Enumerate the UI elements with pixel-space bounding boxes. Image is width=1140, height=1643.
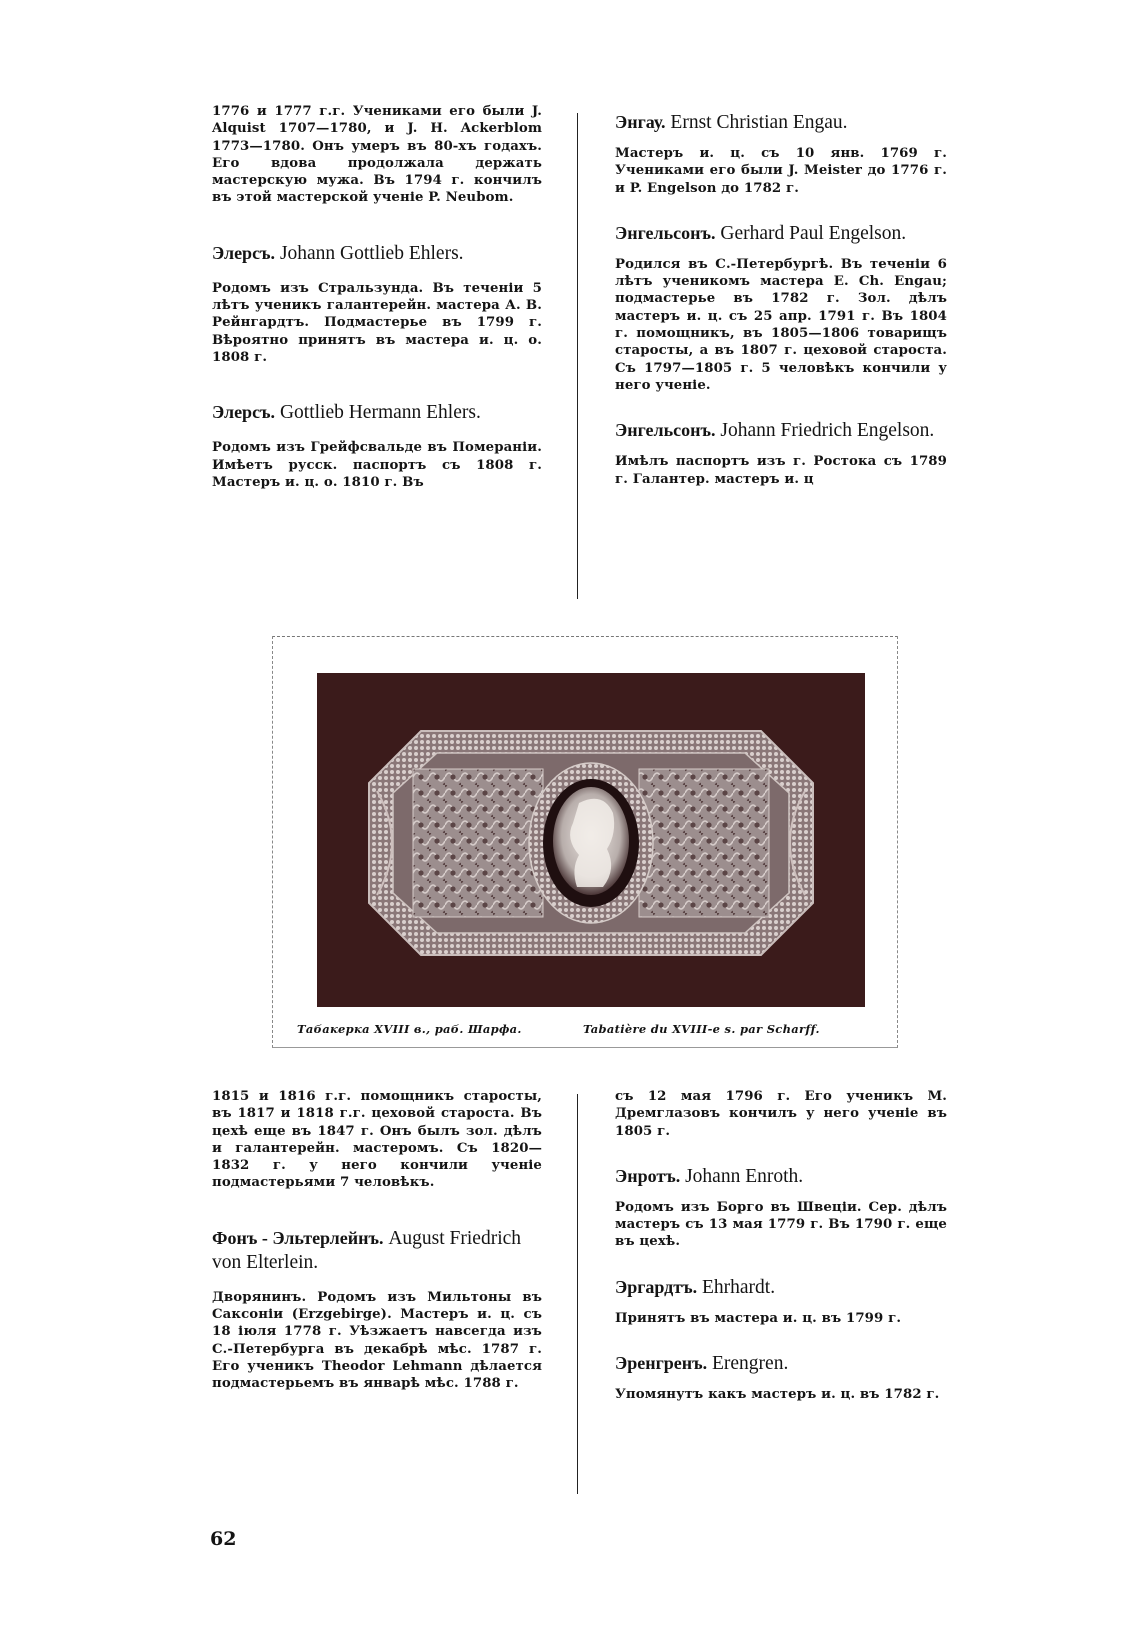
- lattice-panel-right: [639, 769, 769, 917]
- entry-heading-lat: Ehrhardt.: [701, 1276, 776, 1298]
- column-divider-bottom: [577, 1094, 578, 1494]
- entry-heading-lat: Gottlieb Hermann Ehlers.: [279, 402, 481, 424]
- entry-heading-lat: Erengren.: [712, 1353, 789, 1375]
- entry-heading: [615, 221, 947, 246]
- entry-body: Родомъ изъ Стральзунда. Въ теченіи 5 лѣтъ ученикъ галантерейн. мастера А. В. Рейнгардтъ. Подмастерье въ 1799 г. Вѣроятно принятъ въ мастера и. ц. о. 1808 г.: [212, 280, 542, 365]
- entry-body: Родомъ изъ Грейфсвальде въ Помераніи. Имѣетъ русск. паспортъ съ 1808 г. Мастеръ и. ц. о. 1810 г. Въ: [212, 440, 542, 490]
- entry-heading-lat: Gerhard Paul Engelson.: [720, 222, 907, 244]
- entry-elterlein: [212, 1226, 542, 1393]
- entry-body: 1776 и 1777 г.г. Учениками его были J. Alquist 1707—1780, и J. H. Ackerblom 1773—1780. Онъ умеръ въ 80-хъ годахъ. Его вдова продолжала держать мастерскую мужа. Въ 1794 г. кончилъ въ этой мастерской ученіе P. Neubom.: [212, 104, 542, 206]
- entry-enroth: [615, 1164, 947, 1251]
- entry-heading-lat: August Friedrich von Elterlein.: [212, 1227, 522, 1273]
- entry-ehlers-johann: [212, 241, 542, 366]
- entry-heading-lat: Johann Enroth.: [685, 1165, 804, 1187]
- entry-heading-ru: Энгельсонъ.: [615, 222, 716, 243]
- figure-caption-fr: Tabatière du XVIII-e s. par Scharff.: [583, 1022, 820, 1036]
- entry-body: Мастеръ и. ц. съ 10 янв. 1769 г. Учениками его были J. Meister до 1776 г. и P. Engelson до 1782 г.: [615, 146, 947, 196]
- entry-heading-ru: Эргардтъ.: [615, 1276, 698, 1297]
- entry-continued-right-bottom: [615, 1088, 947, 1140]
- entry-heading-ru: Элерсъ.: [212, 242, 276, 263]
- entry-heading: [615, 1351, 947, 1376]
- entry-heading-lat: Johann Friedrich Engelson.: [720, 420, 935, 442]
- entry-heading: [615, 418, 947, 443]
- entry-engelson-gerhard: [615, 221, 947, 394]
- entry-body: Упомянутъ какъ мастеръ и. ц. въ 1782 г.: [615, 1387, 940, 1403]
- entry-body: Родился въ С.-Петербургѣ. Въ теченіи 6 лѣтъ ученикомъ мастера E. Ch. Engau; подмастерье въ 1782 г. Зол. дѣлъ мастеръ и. ц. съ 25 апр. 1791 г. Въ 1804 г. помощникъ, въ 1805—1806 товарищъ старосты, а въ 1807 г. цеховой староста. Съ 1797—1805 г. 5 человѣкъ кончили у него ученіе.: [615, 256, 947, 393]
- entry-body: съ 12 мая 1796 г. Его ученикъ М. Дремглазовъ кончилъ у него ученіе въ 1805 г.: [615, 1089, 947, 1139]
- entry-continued-left-top: [212, 103, 542, 207]
- entry-body: Принятъ въ мастера и. ц. въ 1799 г.: [615, 1310, 902, 1326]
- entry-heading-lat: Ernst Christian Engau.: [670, 112, 848, 133]
- entry-erengren: [615, 1351, 947, 1403]
- entry-body: Родомъ изъ Борго въ Швеціи. Сер. дѣлъ мастеръ съ 13 мая 1779 г. Въ 1790 г. еще въ цехѣ.: [615, 1199, 947, 1250]
- left-column-bottom: [212, 1088, 542, 1417]
- snuffbox-photograph: [317, 673, 865, 1007]
- entry-heading: [615, 110, 947, 135]
- entry-body: Имѣлъ паспортъ изъ г. Ростока съ 1789 г. Галантер. мастеръ и. ц: [615, 454, 947, 487]
- entry-heading: [212, 241, 542, 266]
- entry-engau: [615, 110, 947, 197]
- right-column-bottom: [615, 1088, 947, 1427]
- right-column-top: [615, 110, 947, 512]
- snuffbox-illustration: [317, 673, 865, 1007]
- entry-engelson-johann: [615, 418, 947, 488]
- entry-body: 1815 и 1816 г.г. помощникъ старосты, въ 1817 и 1818 г.г. цеховой староста. Въ цехѣ еще въ 1847 г. Онъ былъ зол. дѣлъ и галантерейн. мастеромъ. Съ 1820—1832 г. у него кончили ученіе подмастерьями 7 человѣкъ.: [212, 1089, 542, 1191]
- entry-ehlers-gottlieb: [212, 400, 542, 491]
- entry-body: Дворянинъ. Родомъ изъ Мильтоны въ Саксоніи (Erzgebirge). Мастеръ и. ц. съ 18 іюля 1778 г. Уѣзжаетъ навсегда изъ С.-Петербурга въ декабрѣ мѣс. 1787 г. Его ученикъ Theodor Lehmann дѣлается подмастерьемъ въ январѣ мѣс. 1788 г.: [212, 1289, 542, 1392]
- column-divider-top: [577, 113, 578, 599]
- figure-caption-ru: Табакерка XVIII в., раб. Шарфа.: [297, 1022, 522, 1036]
- entry-heading-lat: Johann Gottlieb Ehlers.: [279, 242, 464, 264]
- entry-heading-ru: Элерсъ.: [212, 402, 276, 423]
- left-column-top: [212, 103, 542, 515]
- entry-heading: [615, 1275, 947, 1300]
- entry-heading-ru: Энгельсонъ.: [615, 420, 716, 441]
- page-number: 62: [210, 1528, 237, 1550]
- entry-heading-ru: Энгау.: [615, 112, 666, 132]
- entry-heading-ru: Фонъ - Эльтерлейнъ.: [212, 1227, 384, 1248]
- entry-heading: [212, 1226, 542, 1275]
- entry-ehrhardt: [615, 1275, 947, 1327]
- entry-continued-left-bottom: [212, 1088, 542, 1192]
- entry-heading-ru: Эренгренъ.: [615, 1353, 708, 1374]
- lattice-panel-left: [413, 769, 543, 917]
- figure-frame: [272, 636, 898, 1048]
- entry-heading: [212, 400, 542, 425]
- entry-heading: [615, 1164, 947, 1189]
- entry-heading-ru: Энротъ.: [615, 1165, 681, 1186]
